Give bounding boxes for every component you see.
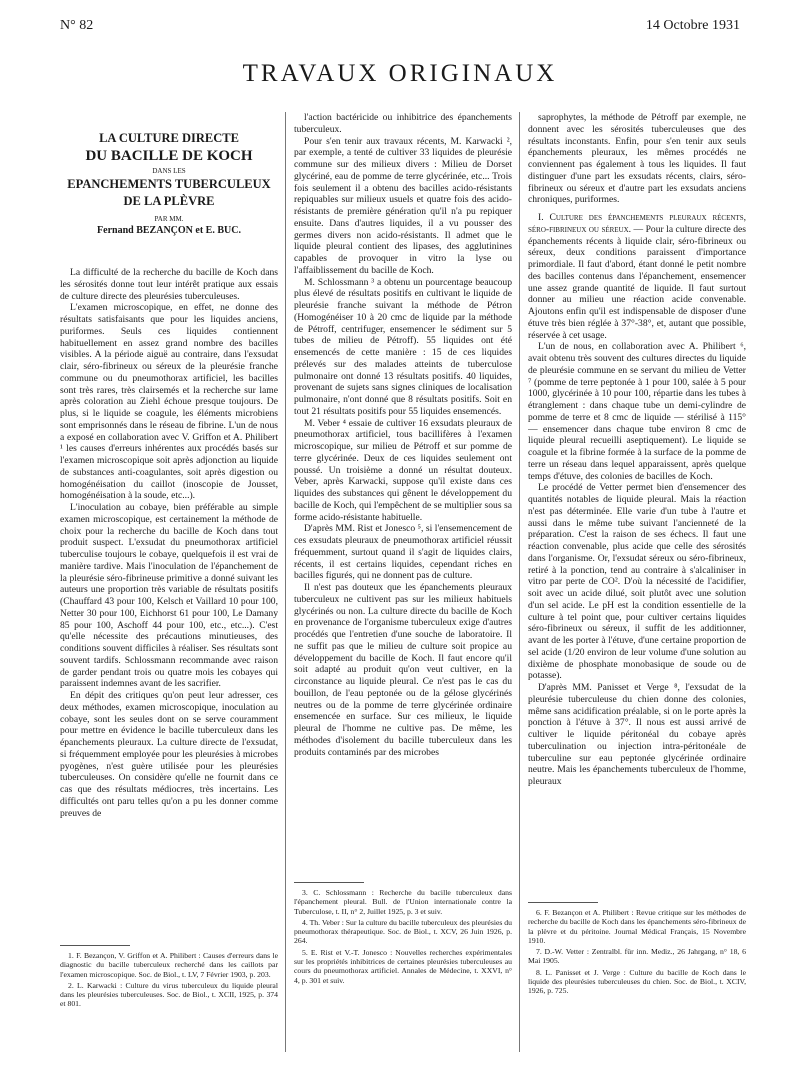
footnotes	[60, 935, 278, 1011]
title-line: DANS LES	[152, 167, 186, 175]
paragraph: L'un de nous, en collaboration avec A. Philibert ⁶, avait obtenu très souvent des cultures directes du liquide de pleurésie commune en se servant du milieu de Vetter ⁷ (pomme de terre peptonée à 1 pour 100, salée à 5 pour 1000, glycérinée à 10 pour 100, répartie dans les tubes à étranglement : dans chaque tube un demi-cylindre de pomme de terre et 8 cmc de liquide — stérilisé à 115° — ensemencer dans chaque tube environ 8 cmc de liquide pleural recueilli aseptiquement). Le liquide se coagule et la fibrine formée à la surface de la pomme de terre un réseau dans lequel apparaissent, après quelque temps d'étuve, des colonies de bacilles de Koch.	[528, 341, 746, 482]
column-3	[528, 112, 746, 1067]
paragraph: L'inoculation au cobaye, bien préférable au simple examen microscopique, est certainement la méthode de choix pour la recherche du bacille de Koch dans tout produit suspect. L'exsudat du pneumothorax artificiel tuberculise toujours le cobaye, quelquefois il est vrai de manière tardive. Mais l'inoculation de l'épanchement de la pleurésie séro-fibrineuse primitive a donné suivant les auteurs une proportion très variable de résultats positifs (Chauffard 43 pour 100, Kelsch et Vaillard 10 pour 100, Netter 30 pour 100, Eichhorst 61 pour 100, Le Damany 85 pour 100, Aschoff 44 pour 100, etc., etc...). C'est qu'elle nécessite des précautions minutieuses, des conditions souvent difficiles à réaliser. Ses résultats sont souvent tardifs. Schlossmann recommande avec raison de garder pendant trois ou quatre mois les cobayes qui paraissent indemnes avant de les sacrifier.	[60, 502, 278, 690]
paragraph: Il n'est pas douteux que les épanchements pleuraux tuberculeux ne cultivent pas sur les milieux habituels glycérinés ou non. La culture directe du bacille de Koch en provenance de l'organisme tuberculeux exige d'autres procédés que l'entretien d'une souche de laboratoire. Il ne suffit pas que le milieu de culture soit propice au développement du bacille de Koch. Il faut encore qu'il soit adapté au produit qu'on veut cultiver, en la circonstance au liquide pleural. Ce n'est pas le cas du bouillon, de l'eau peptonée ou de la gélose glycérinés neutres ou de la pomme de terre glycérinée ordinaire ensemencée en surface. Sur ces milieux, le liquide pleural de l'homme ne cultive pas. De même, les méthodes d'isolement du bacille tuberculeux dans les produits contaminés par des microbes	[294, 582, 512, 758]
title-line: DU BACILLE DE KOCH	[85, 148, 253, 164]
section-rubric: TRAVAUX ORIGINAUX	[242, 60, 558, 87]
paragraph	[528, 212, 746, 341]
column-divider	[285, 112, 286, 1052]
paragraph: Le procédé de Vetter permet bien d'ensemencer des quantités notables de liquide pleural. Mais la réaction n'est pas déterminée. Elle varie d'un tube à l'autre et aussi dans le même tube suivant l'ancienneté de la préparation. C'est la raison de ses échecs. Il faut une réaction convenable, plus acide que celle des sérosités dans l'organisme. Or, l'exsudat séreux ou séro-fibrineux, retiré à la ponction, tend au contraire à s'alcaliniser in vitro par perte de CO². D'où la nécessité de l'acidifier, soit avec un acide dilué, soit plutôt avec une solution d'un sel acide. Le pH est la condition essentielle de la culture à tel point que, pour cultiver certains liquides séro-fibrineux ou séreux, il suffit de les additionner, avant de les porter à l'étuve, d'une certaine proportion de sel acide (1/20 environ de leur volume d'une solution au dixième de phosphate monobasique de soude ou de potasse).	[528, 482, 746, 682]
footnote: 8. L. Panisset et J. Verge : Culture du bacille de Koch dans le liquide des pleurésies tuberculeuses du chien. Soc. de Biol., t. XCIV, 1926, p. 725.	[528, 967, 746, 996]
footnote: 6. F. Bezançon et A. Philibert : Revue critique sur les méthodes de recherche du bacille de Koch dans les épanchements séro-fibrineux de la plèvre et du péritoine. Journal Médical Français, 15 Novembre 1910.	[528, 908, 746, 945]
paragraph-text: — Pour la culture directe des épanchements récents à liquide clair, séro-fibrineux ou séreux, deux conditions paraissent d'importance primordiale. Il faut d'abord, étant donné le petit nombre des bacilles contenus dans l'épanchement, ensemencer une assez grande quantité de liquide. Il faut surtout donner au milieu une réaction acide convenable. Ajoutons enfin qu'il est indispensable de disposer d'une étuve très bien réglée à 37°-38°, et, autant que possible, réservée à cet usage.	[528, 223, 746, 341]
footnote: 5. E. Rist et V.-T. Jonesco : Nouvelles recherches expérimentales sur les propriétés inhibitrices de certaines pleurésies tuberculeuses au cours du pneumothorax artificiel. Annales de Médecine, t. XXVI, n° 4, p. 301 et suiv.	[294, 947, 512, 985]
column-2	[294, 112, 512, 1067]
byline-par: PAR MM.	[154, 215, 184, 223]
page-number: N° 82	[60, 18, 94, 33]
section-heading: I. Culture des épanchements pleuraux récents, séro-fibrineux ou séreux.	[528, 212, 746, 235]
issue-date: 14 Octobre 1931	[645, 18, 740, 33]
paragraph: D'après MM. Panisset et Verge ⁸, l'exsudat de la pleurésie tuberculeuse du chien donne des colonies, même sans acidification préalable, si on le porte après la ponction à l'étuve à 37°. Il nous est aussi arrivé de cultiver le liquide péritonéal du cobaye après tuberculination ou injection intra-péritonéale de tuberculine sur eau peptonée glycérinée ordinaire neutre. Mais les épanchements tuberculeux de l'homme, pleuraux	[528, 682, 746, 787]
column-divider	[519, 112, 520, 1052]
paragraph: M. Veber ⁴ essaie de cultiver 16 exsudats pleuraux de pneumothorax artificiel, tous bacillifères à l'examen microscopique, sur milieu de Pétroff et sur pomme de terre glycérinée. Deux de ces liquides seulement ont poussé. Un troisième a donné un résultat douteux. Veber, après Karwacki, suppose qu'il existe dans ces liquides des substances qui gênent le développement du bacille de Koch, qui l'empêchent de se multiplier sous sa forme acido-résistante habituelle.	[294, 417, 512, 523]
footnote: 4. Th. Veber : Sur la culture du bacille tuberculeux des pleurésies du pneumothorax thérapeutique. Soc. de Biol., t. XCV, 26 Juin 1926, p. 264.	[294, 917, 512, 946]
footnote: 1. F. Bezançon, V. Griffon et A. Philibert : Causes d'erreurs dans le diagnostic du bacille tuberculeux recherché dans les caillots par l'examen microscopique. Soc. de Biol., t. LV, 7 Février 1903, p. 203.	[60, 951, 278, 979]
footnote: 3. C. Schlossmann : Recherche du bacille tuberculeux dans l'épanchement pleural. Bull. de l'Union internationale contre la Tuberculose, t. II, n° 2, Juillet 1925, p. 3 et suiv.	[294, 888, 512, 916]
title-line: DE LA PLÈVRE	[123, 194, 215, 208]
paragraph: D'après MM. Rist et Jonesco ⁵, si l'ensemencement de ces exsudats pleuraux de pneumothorax artificiel réussit fréquemment, surtout quand il s'agit de liquides clairs, récents, il est certains liquides, cependant riches en bacilles figurés, qui ne donnent pas de culture.	[294, 523, 512, 582]
footnote-rule	[294, 882, 364, 883]
footnotes	[294, 872, 512, 987]
paragraph: L'examen microscopique, en effet, ne donne des résultats satisfaisants que pour les liquides anciens, puriformes. Seuls ces liquides contiennent habituellement en assez grand nombre des bacilles visibles. A la période aiguë au contraire, dans l'exsudat clair, séro-fibrineux ou séreux de la pleurésie franche commune ou du pneumothorax artificiel, les bacilles sont très rares, très clairsemés et la recherche sur lame après coloration au Ziehl échoue presque toujours. De plus, si le liquide se coagule, les éléments microbiens sont emprisonnés dans le réseau de fibrine. L'un de nous a exposé en collaboration avec V. Griffon et A. Philibert ¹ les causes d'erreurs inhérentes aux procédés basés sur l'examen microscopique soit après adjonction au liquide de substances anti-coagulantes, soit après digestion ou homogénéisation du caillot (inoscopie de Jousset, homogénéisation à la soude, etc...).	[60, 302, 278, 502]
article-title-block	[60, 130, 278, 237]
paragraph: En dépit des critiques qu'on peut leur adresser, ces deux méthodes, examen microscopique, inoculation au cobaye, sont les seules dont on se serve couramment pour mettre en évidence le bacille tuberculeux dans les épanchements pleuraux. La culture directe de l'exsudat, si fréquemment employée pour les pleurésies à microbes pyogènes, n'est guère utilisée pour les pleurésies tuberculeuses. On considère qu'elle ne fournit dans ce cas que des résultats médiocres, très incertains. Les difficultés ont paru telles qu'on a pu les donner comme preuves de	[60, 690, 278, 819]
footnote-rule	[528, 902, 598, 903]
paragraph: La difficulté de la recherche du bacille de Koch dans les sérosités donne tout leur intérêt pratique aux essais de culture directe des pleurésies tuberculeuses.	[60, 267, 278, 302]
three-column-body	[60, 112, 750, 1067]
column-1	[60, 112, 278, 1067]
footnote: 2. L. Karwacki : Culture du virus tuberculeux du liquide pleural dans les pleurésies tuberculeuses. Soc. de Biol., t. XCII, 1925, p. 374 et 801.	[60, 980, 278, 1009]
paragraph: l'action bactéricide ou inhibitrice des épanchements tuberculeux.	[294, 112, 512, 135]
paragraph: M. Schlossmann ³ a obtenu un pourcentage beaucoup plus élevé de résultats positifs en cultivant le liquide de pleurésie franche suivant la méthode de Pétron (Homogénéiser 10 à 20 cmc de liquide par la méthode de Pétroff, centrifuger, ensemencer le sédiment sur 5 tubes de milieu de Pétroff). 55 liquides ont été ensemencés de cette manière : 15 de ces liquides prélevés sur des malades atteints de tuberculose pulmonaire ont donné 13 résultats positifs. 40 liquides, provenant de sujets sans signes cliniques de localisation pulmonaire, n'ont donné que 8 résultats positifs. Soit en tout 21 résultats positifs pour 55 liquides ensemencés.	[294, 276, 512, 417]
footnotes	[528, 892, 746, 998]
title-line: LA CULTURE DIRECTE	[99, 131, 239, 145]
running-header	[60, 18, 740, 38]
footnote: 7. D.-W. Vetter : Zentralbl. für inn. Mediz., 26 Jahrgang, n° 18, 6 Mai 1905.	[528, 947, 746, 966]
title-line: EPANCHEMENTS TUBERCULEUX	[67, 177, 271, 191]
authors: Fernand BEZANÇON et E. BUC.	[97, 225, 241, 236]
footnote-rule	[60, 945, 130, 946]
paragraph: Pour s'en tenir aux travaux récents, M. Karwacki ², par exemple, a tenté de cultiver 33 liquides de pleurésie commune sur des milieux divers : Milieu de Dorset glycériné, eau de pomme de terre glycérinée, etc... Trois fois seulement il a obtenu des bacilles acido-résistants repiquables sur milieux usuels et quatre fois des acido-résistants de première génération qu'il n'a pu repiquer ensuite. Dans d'autres liquides, il a vu pousser des germes divers non acido-résistants. Il admet que le liquide pleural contient des lipases, des agglutinines capables de provoquer in vitro la lyse ou l'affaiblissement du bacille de Koch.	[294, 135, 512, 276]
paragraph: saprophytes, la méthode de Pétroff par exemple, ne donnent avec les sérosités tuberculeuses que des résultats inconstants. Enfin, pour s'en tenir aux seuls épanchements pleuraux, les mêmes procédés ne conviennent pas également à tous les liquides. Il faut distinguer d'une part les exsudats récents, clairs, séro-fibrineux ou séreux et d'autre part les exsudats anciens chroniques, puriformes.	[528, 112, 746, 206]
